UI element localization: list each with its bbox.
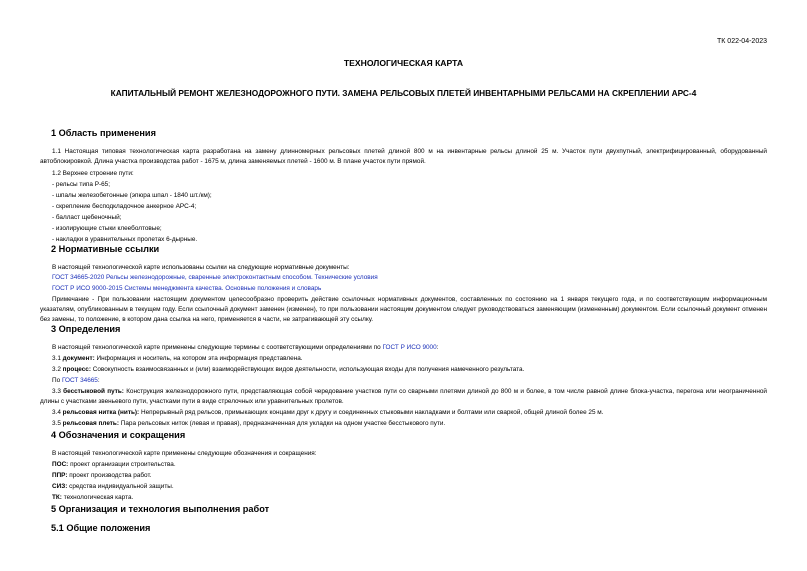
abbreviation-text: средства индивидуальной защиты. [69,483,174,490]
definition-3-3 [40,387,767,407]
definition-number: 3.1 [52,355,61,362]
gost-iso-9000-link[interactable]: ГОСТ Р ИСО 9000-2015 Системы менеджмента качества. Основные положения и словарь [52,285,322,292]
section-2-heading: 2 Нормативные ссылки [51,244,160,254]
definition-3-4 [52,408,767,418]
definition-term: рельсовая плеть: [62,420,119,427]
list-item: - накладки в уравнительных пролетах 6-дырные. [52,236,198,243]
abbreviation-text: технологическая карта. [63,494,134,501]
definition-source-end: : [97,377,100,384]
definition-text: Пара рельсовых ниток (левая и правая), предназначенная для укладки на одном участке бесстыкового пути. [120,420,446,427]
gost-iso-9000-ref-link[interactable]: ГОСТ Р ИСО 9000 [382,344,437,351]
section-1-heading: 1 Область применения [51,128,156,138]
definition-text: Совокупность взаимосвязанных и (или) взаимодействующих видов деятельности, использующая входы для получения намеченного результата. [92,366,525,373]
definition-source [52,376,767,386]
section-3-heading: 3 Определения [51,324,121,334]
list-item: - балласт щебеночный; [52,214,122,221]
section-1-1-paragraph: 1.1 Настоящая типовая технологическая карта разработана на замену длинномерных рельсовых плетей длиной 800 м на инвентарные рельсы длиной 25 м. Участок пути двухпутный, электрифицированный, оборудованный автоблокировкой. Длина участка производства работ - 1675 м, длина заменяемых плетей - 1600 м. В плане участок пути прямой. [40,148,767,165]
list-item: - рельсы типа Р-65; [52,181,110,188]
section-2-intro: В настоящей технологической карте использованы ссылки на следующие нормативные документы: [52,264,350,271]
definition-number: 3.2 [52,366,61,373]
abbreviation-item [52,493,767,503]
section-4-heading: 4 Обозначения и сокращения [51,430,186,440]
list-item: - шпалы железобетонные (эпюра шпал - 1840 шт./км); [52,192,212,199]
section-2-note: Примечание - При пользовании настоящим документом целесообразно проверить действие ссылочных нормативных документов, составленных по состоянию на 1 января текущего года, и по соответствующим информационным указателям, опубликованным в текущем году. Если ссылочный документ заменен (изменен), то при пользовании настоящим документом следует руководствоваться заменяющим (измененным) документом. Если ссылочный документ отменен без замены, то положение, в котором дана ссылка на него, применяется в части, не затрагивающей эту ссылку. [40,296,767,323]
definition-source-prefix: По [52,377,61,384]
abbreviation-text: проект организации строительства. [70,461,176,468]
definition-text: Непрерывный ряд рельсов, примыкающих концами друг к другу и соединенных стыковыми накладками и болтами или сваркой, общей длиной более 25 м. [140,409,604,416]
section-5-heading: 5 Организация и технология выполнения работ [51,504,270,514]
section-3-intro-end: : [436,344,439,351]
section-5-1-heading: 5.1 Общие положения [51,523,151,533]
abbreviation-term: ПОС: [52,461,69,468]
abbreviation-term: СИЗ: [52,483,68,490]
definition-3-2 [52,365,767,375]
definition-3-1 [52,354,767,364]
definition-text: Конструкция железнодорожного пути, представляющая собой чередование участков пути со сварными плетями длиной до 800 м и более, в том числе равной длине блока-участка, перегона или неограниченной длины с участками звеньевого пути, участками пути в виде стрелочных или уравнительных пролетов. [40,388,767,405]
section-3-intro [52,343,767,353]
document-subtitle: КАПИТАЛЬНЫЙ РЕМОНТ ЖЕЛЕЗНОДОРОЖНОГО ПУТИ. ЗАМЕНА РЕЛЬСОВЫХ ПЛЕТЕЙ ИНВЕНТАРНЫМИ РЕЛЬСАМИ НА СКРЕПЛЕНИИ АРС-4 [110,88,697,98]
list-item: - изолирующие стыки клееболтовые; [52,225,162,232]
abbreviation-item [52,471,767,481]
abbreviation-item [52,460,767,470]
definition-number: 3.5 [52,420,61,427]
section-1-2-paragraph: 1.2 Верхнее строение пути: [52,170,134,177]
gost-34665-ref-link[interactable]: ГОСТ 34665 [61,377,98,384]
definition-term: процесс: [62,366,91,373]
abbreviation-item [52,482,767,492]
abbreviation-term: ТК: [52,494,62,501]
definition-text: Информация и носитель, на котором эта информация представлена. [96,355,303,362]
section-3-intro-text: В настоящей технологической карте применены следующие термины с соответствующими определениями по [52,344,381,351]
abbreviation-term: ППР: [52,472,68,479]
gost-34665-link[interactable]: ГОСТ 34665-2020 Рельсы железнодорожные, сваренные электроконтактным способом. Технические условия [52,274,378,281]
definition-number: 3.3 [52,388,61,395]
definition-term: бесстыковой путь: [63,388,124,395]
list-item: - скрепление бесподкладочное анкерное АРС-4; [52,203,197,210]
abbreviation-text: проект производства работ. [69,472,152,479]
document-title: ТЕХНОЛОГИЧЕСКАЯ КАРТА [343,58,464,68]
definition-3-5 [52,419,767,429]
section-4-intro: В настоящей технологической карте применены следующие обозначения и сокращения: [52,450,317,457]
definition-term: документ: [62,355,95,362]
definition-number: 3.4 [52,409,61,416]
document-code: ТК 022-04-2023 [717,38,767,45]
definition-term: рельсовая нитка (нить): [62,409,140,416]
